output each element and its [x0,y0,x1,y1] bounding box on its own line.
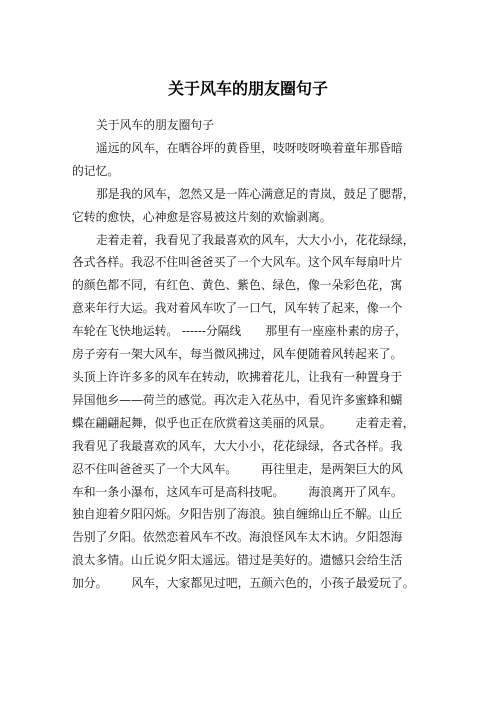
text-segment: 风车，大家都见过吧，五颜六色的，小孩子最爱玩了。 [131,576,415,591]
text-segment: 走着走着， [355,415,415,430]
text-segment: 再往里走，是两架巨大的风 [261,461,403,476]
document-body [72,114,432,595]
text-line: 它转的愈快，心神愈是容易被这片刻的欢愉剥离。 [72,209,332,224]
text-line: 告别了夕阳。依然恋着风车不改。海浪怪风车太木讷。夕阳怨海 [72,530,403,545]
text-line [72,458,432,481]
text-segment: 车轮在飞快地运转。 ------分隔线 [72,324,242,339]
text-segment: 海浪离开了风车。 [308,484,403,499]
text-line [72,481,432,504]
text-line: 的颜色都不同，有红色、黄色、紫色、绿色，像一朵彩色花，寓 [72,278,403,293]
text-segment: 车和一条小瀑布，这风车可是高科技呢。 [72,484,285,499]
text-line: 走着走着，我看见了我最喜欢的风车，大大小小，花花绿绿， [96,232,415,247]
text-line: 遥远的风车，在晒谷坪的黄昏里，吱呀吱呀唤着童年那昏暗 [96,140,403,155]
text-line: 房子旁有一架大风车，每当微风拂过，风车便随着风转起来了。 [72,347,403,362]
text-line [72,320,432,343]
text-line: 头顶上许许多多的风车在转动，吹拂着花儿，让我有一种置身于 [72,369,403,384]
text-line: 那是我的风车，忽然又是一阵心满意足的青岚，鼓足了腮帮， [96,186,415,201]
text-segment: 那里有一座座朴素的房子， [265,324,407,339]
text-line: 意来年行大运。我对着风车吹了一口气，风车转了起来，像一个 [72,301,403,316]
text-line [72,412,432,435]
text-line: 的记忆。 [72,163,120,178]
text-line: 各式各样。我忍不住叫爸爸买了一个大风车。这个风车每扇叶片 [72,255,403,270]
text-line: 独自迎着夕阳闪烁。夕阳告别了海浪。独自缠绵山丘不解。山丘 [72,507,403,522]
text-line: 浪太多情。山丘说夕阳太遥远。错过是美好的。遗憾只会给生活 [72,553,403,568]
text-line: 关于风车的朋友圈句子 [96,118,214,132]
text-segment: 加分。 [72,576,108,591]
text-line: 异国他乡——荷兰的感觉。再次走入花丛中，看见许多蜜蜂和蝴 [72,392,403,407]
text-segment: 忍不住叫爸爸买了一个大风车。 [72,461,238,476]
text-segment: 蝶在翩翩起舞，似乎也正在欣赏着这美丽的风景。 [72,415,332,430]
text-line [72,572,432,595]
text-line: 我看见了我最喜欢的风车，大大小小，花花绿绿，各式各样。我 [72,438,403,453]
page-title: 关于风车的朋友圈句子 [167,79,328,98]
